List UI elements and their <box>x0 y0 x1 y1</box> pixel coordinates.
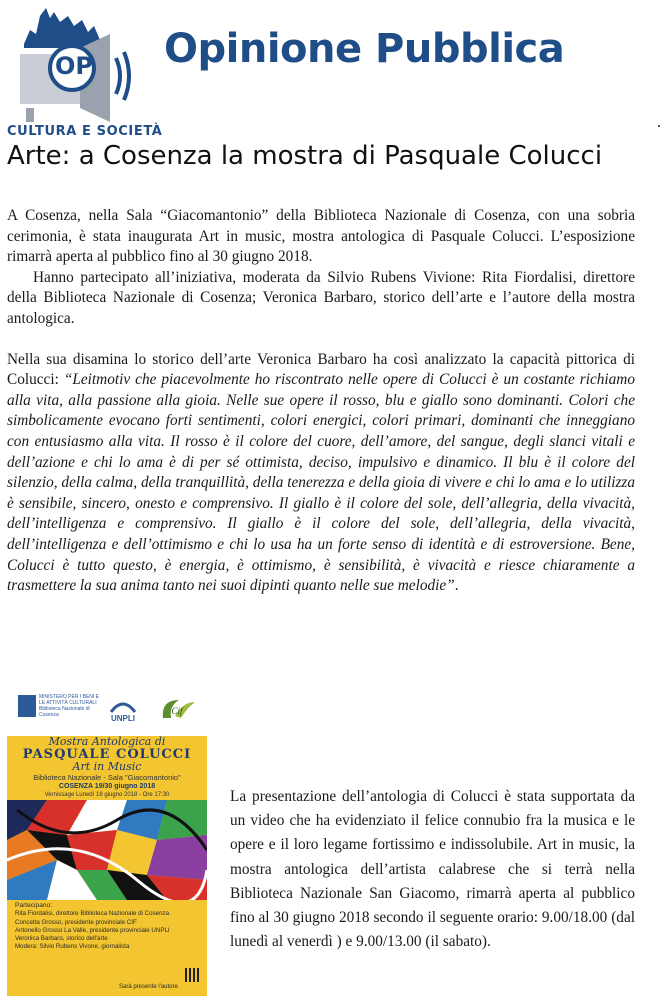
paragraph-gap <box>7 330 635 350</box>
poster-heading <box>7 736 207 799</box>
poster-title-line1: Mostra Antologica di <box>48 735 166 748</box>
section-label[interactable]: CULTURA E SOCIETÀ <box>7 124 163 139</box>
participant-item: Veronica Barbaro, storico dell'arte <box>15 935 108 943</box>
unpli-logo-icon <box>107 696 139 724</box>
divider-dot <box>658 125 660 127</box>
participant-item: Modera: Silvio Rubens Vivone, giornalista <box>15 943 130 951</box>
cif-logo-icon <box>157 696 197 722</box>
participant-item: Antonello Grosso La Valle, presidente provinciale UNPLI <box>15 926 170 934</box>
site-logo[interactable] <box>16 4 136 122</box>
ministry-emblem-icon <box>18 695 36 717</box>
article-headline: Arte: a Cosenza la mostra di Pasquale Colucci <box>7 141 603 171</box>
barbaro-quote: “Leitmotiv che piacevolmente ho riscontrato nelle opere di Colucci è un costante richiamo alla vita, alla passione alla gioia. Nelle sue opere il rosso, blu e giallo sono dominanti. Colori che simbolicamente evocano forti sentimenti, colori energici, colori primari, dominanti che inneggiano con entusiasmo alla vita. Il rosso è il colore del cuore, dell’amore, del sangue, degli slanci vitali e dell’azione e chi lo ama è di per sé ottimista, deciso, impulsivo e dinamico. Il blu è il colore del silenzio, della calma, della tranquillità, della tenerezza e della gioia di vivere e chi lo ama e lo utilizza è sensibile, sincero, onesto e comprensivo. Il giallo è il colore del sole, dell’allegria, della vivacità, dell’intelligenza e comprensivo. Il giallo è il colore del sole, dell’allegria, della vivacità, dell’intelligenza e dell’ottimismo e chi lo usa ha un forte senso di identità e di estroversione. Bene, Colucci è tutto questo, è energia, è ottimismo, è sensibilità, è vivacità e riesce chiaramente a trasmettere la sua anima tanto nei suoi dipinti quanto nelle sue melodie” <box>7 371 635 595</box>
presentation-column <box>230 785 635 954</box>
poster-venue: Biblioteca Nazionale - Sala "Giacomantonio" <box>33 773 181 782</box>
poster-author-note: Sarà presente l'autore <box>119 984 178 990</box>
qr-code-icon <box>185 968 199 982</box>
colorful-painting-icon <box>7 800 207 900</box>
unpli-label: UNPLI <box>111 714 135 723</box>
article-body <box>7 206 635 597</box>
site-brand-title[interactable]: Opinione Pubblica <box>164 26 565 72</box>
poster-city-dates: COSENZA 19/30 giugno 2018 <box>58 783 156 790</box>
participant-item: Concetta Grosso, presidente provinciale CIF <box>15 918 137 926</box>
logo-letters: OP <box>55 52 93 80</box>
poster-vernissage: Vernissage Lunedì 18 giugno 2018 - Ore 17:30 <box>44 792 170 798</box>
paragraph-3-intro: Nella sua disamina lo storico dell’arte Veronica Barbaro ha così analizzato la capacità pittorica di Colucci: <box>7 350 635 389</box>
exhibition-poster-image <box>7 688 207 996</box>
participant-item: Rita Fiordalisi, direttore Biblioteca Nazionale di Cosenza <box>15 910 170 918</box>
cif-label: Cif <box>171 706 183 716</box>
poster-title-line3: Art in Music <box>72 760 142 773</box>
poster-participants <box>15 902 201 952</box>
paragraph-2: Hanno partecipato all’iniziativa, moderata da Silvio Rubens Vivione: Rita Fiordalisi, direttore della Biblioteca Nazionale di Cosenza; Veronica Barbaro, storico dell’arte e l’autore della mostra antologica. <box>7 268 635 327</box>
participants-label: Partecipano: <box>15 902 53 909</box>
poster-artist-name: PASQUALE COLUCCI <box>22 747 192 762</box>
paragraph-3-end: . <box>454 577 459 595</box>
ministry-text: MINISTERO PER I BENI E LE ATTIVITÀ CULTURALI Biblioteca Nazionale di Cosenza <box>39 694 100 718</box>
presentation-paragraph: La presentazione dell’antologia di Colucci è stata supportata da un video che ha evidenziato il felice connubio fra la musica e le opere e il loro legame fortissimo e indissolubile. Art in music, la mostra antologica dell’artista calabrese che si terrà nella Biblioteca Nazionale San Giacomo, rimarrà aperta al pubblico fino al 30 giugno 2018 secondo il seguente orario: 9.00/18.00 (dal lunedì al venerdì ) e 9.00/13.00 (il sabato). <box>230 788 635 951</box>
paragraph-3 <box>7 350 635 597</box>
paragraph-1: A Cosenza, nella Sala “Giacomantonio” della Biblioteca Nazionale di Cosenza, con una sobria cerimonia, è stata inaugurata Art in music, mostra antologica di Pasquale Colucci. L’esposizione rimarrà aperta al pubblico fino al 30 giugno 2018. <box>7 207 635 266</box>
